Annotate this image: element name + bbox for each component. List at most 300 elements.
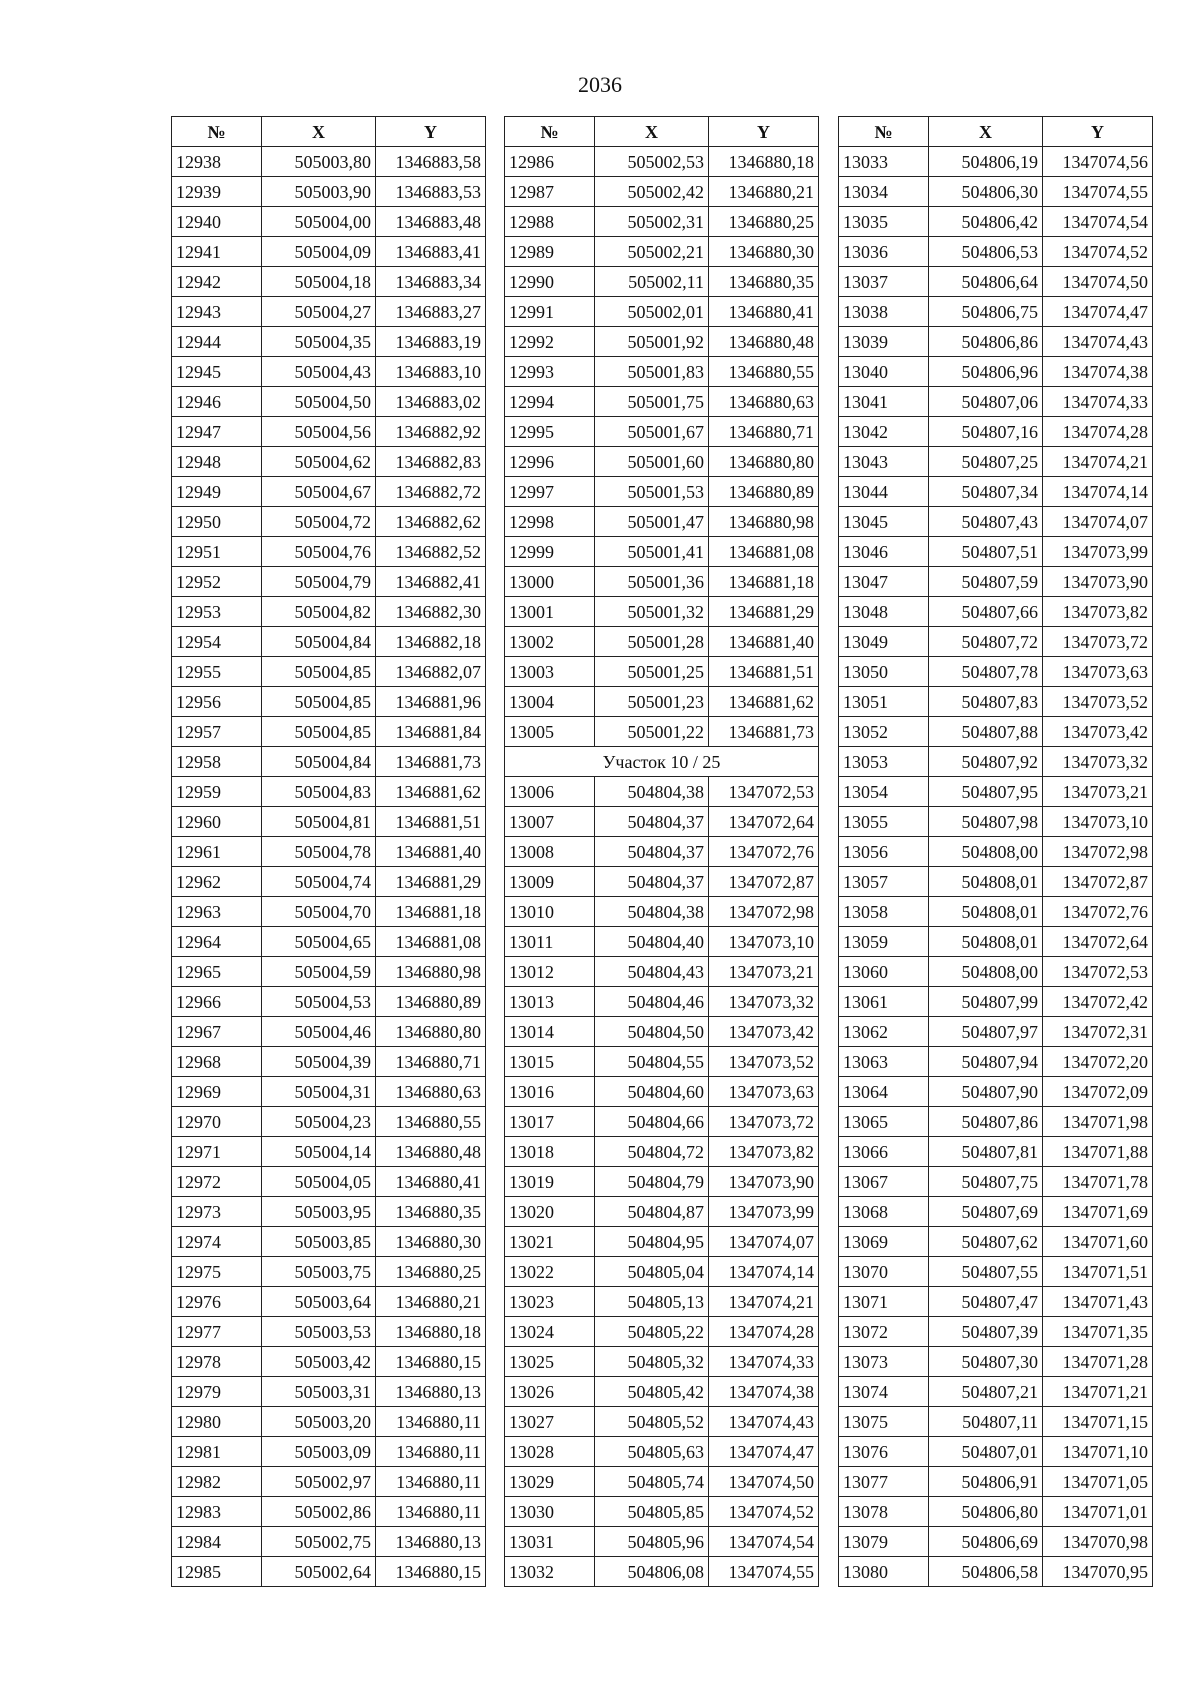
point-number-cell: 13069 xyxy=(839,1227,929,1257)
point-number-cell: 12965 xyxy=(172,957,262,987)
x-coordinate-cell: 504804,60 xyxy=(595,1077,709,1107)
table-row xyxy=(505,1557,819,1587)
coordinates-table-3 xyxy=(838,116,1153,1587)
y-coordinate-cell: 1346881,08 xyxy=(709,537,819,567)
table-row xyxy=(839,927,1153,957)
point-number-cell: 12989 xyxy=(505,237,595,267)
y-coordinate-cell: 1346883,48 xyxy=(376,207,486,237)
point-number-cell: 13028 xyxy=(505,1437,595,1467)
x-coordinate-cell: 504806,86 xyxy=(929,327,1043,357)
point-number-cell: 13040 xyxy=(839,357,929,387)
y-coordinate-cell: 1347073,10 xyxy=(709,927,819,957)
point-number-cell: 12999 xyxy=(505,537,595,567)
point-number-cell: 12974 xyxy=(172,1227,262,1257)
point-number-cell: 13075 xyxy=(839,1407,929,1437)
x-coordinate-cell: 504806,64 xyxy=(929,267,1043,297)
table-row xyxy=(505,1437,819,1467)
point-number-cell: 13072 xyxy=(839,1317,929,1347)
x-coordinate-cell: 505002,31 xyxy=(595,207,709,237)
x-coordinate-cell: 505003,80 xyxy=(262,147,376,177)
y-coordinate-cell: 1347070,95 xyxy=(1043,1557,1153,1587)
table-row xyxy=(172,1287,486,1317)
table-row xyxy=(839,1467,1153,1497)
x-coordinate-cell: 505004,76 xyxy=(262,537,376,567)
table-row xyxy=(172,1107,486,1137)
x-coordinate-cell: 505003,20 xyxy=(262,1407,376,1437)
x-coordinate-cell: 504805,42 xyxy=(595,1377,709,1407)
y-coordinate-cell: 1347073,99 xyxy=(709,1197,819,1227)
table-row xyxy=(839,447,1153,477)
y-coordinate-cell: 1346880,30 xyxy=(376,1227,486,1257)
table-row xyxy=(172,897,486,927)
table-row xyxy=(172,447,486,477)
x-coordinate-cell: 504806,42 xyxy=(929,207,1043,237)
y-coordinate-cell: 1346880,35 xyxy=(376,1197,486,1227)
x-coordinate-cell: 505001,47 xyxy=(595,507,709,537)
point-number-cell: 12960 xyxy=(172,807,262,837)
y-coordinate-cell: 1347074,50 xyxy=(709,1467,819,1497)
table-row xyxy=(505,507,819,537)
point-number-cell: 13070 xyxy=(839,1257,929,1287)
y-coordinate-cell: 1347072,98 xyxy=(1043,837,1153,867)
y-coordinate-cell: 1346880,11 xyxy=(376,1497,486,1527)
y-coordinate-cell: 1347074,56 xyxy=(1043,147,1153,177)
x-coordinate-cell: 504807,72 xyxy=(929,627,1043,657)
y-coordinate-cell: 1346882,62 xyxy=(376,507,486,537)
column-header-number: № xyxy=(505,117,595,147)
x-coordinate-cell: 504804,46 xyxy=(595,987,709,1017)
table-row xyxy=(839,1347,1153,1377)
column-header-y: Y xyxy=(376,117,486,147)
x-coordinate-cell: 504807,51 xyxy=(929,537,1043,567)
x-coordinate-cell: 504807,83 xyxy=(929,687,1043,717)
y-coordinate-cell: 1347071,43 xyxy=(1043,1287,1153,1317)
table-row xyxy=(172,177,486,207)
y-coordinate-cell: 1347073,72 xyxy=(1043,627,1153,657)
point-number-cell: 12977 xyxy=(172,1317,262,1347)
point-number-cell: 12985 xyxy=(172,1557,262,1587)
point-number-cell: 12944 xyxy=(172,327,262,357)
point-number-cell: 13057 xyxy=(839,867,929,897)
table-row xyxy=(839,1407,1153,1437)
table-row xyxy=(839,207,1153,237)
x-coordinate-cell: 505004,09 xyxy=(262,237,376,267)
table-row xyxy=(505,597,819,627)
y-coordinate-cell: 1347074,52 xyxy=(709,1497,819,1527)
point-number-cell: 13079 xyxy=(839,1527,929,1557)
point-number-cell: 12983 xyxy=(172,1497,262,1527)
point-number-cell: 13004 xyxy=(505,687,595,717)
point-number-cell: 13038 xyxy=(839,297,929,327)
y-coordinate-cell: 1346880,11 xyxy=(376,1407,486,1437)
table-row xyxy=(839,687,1153,717)
point-number-cell: 13049 xyxy=(839,627,929,657)
x-coordinate-cell: 504807,16 xyxy=(929,417,1043,447)
table-row xyxy=(172,207,486,237)
table-row xyxy=(505,807,819,837)
y-coordinate-cell: 1347074,07 xyxy=(709,1227,819,1257)
x-coordinate-cell: 505002,75 xyxy=(262,1527,376,1557)
x-coordinate-cell: 505001,67 xyxy=(595,417,709,447)
x-coordinate-cell: 504807,66 xyxy=(929,597,1043,627)
x-coordinate-cell: 504806,53 xyxy=(929,237,1043,267)
table-row xyxy=(172,1227,486,1257)
x-coordinate-cell: 504804,87 xyxy=(595,1197,709,1227)
point-number-cell: 13007 xyxy=(505,807,595,837)
x-coordinate-cell: 504807,43 xyxy=(929,507,1043,537)
x-coordinate-cell: 504806,75 xyxy=(929,297,1043,327)
point-number-cell: 13032 xyxy=(505,1557,595,1587)
point-number-cell: 13010 xyxy=(505,897,595,927)
point-number-cell: 13019 xyxy=(505,1167,595,1197)
point-number-cell: 12982 xyxy=(172,1467,262,1497)
point-number-cell: 13035 xyxy=(839,207,929,237)
y-coordinate-cell: 1347074,33 xyxy=(1043,387,1153,417)
x-coordinate-cell: 504805,13 xyxy=(595,1287,709,1317)
y-coordinate-cell: 1346880,21 xyxy=(376,1287,486,1317)
x-coordinate-cell: 505004,84 xyxy=(262,627,376,657)
y-coordinate-cell: 1347071,01 xyxy=(1043,1497,1153,1527)
y-coordinate-cell: 1346881,29 xyxy=(709,597,819,627)
table-row xyxy=(839,537,1153,567)
table-row xyxy=(505,1167,819,1197)
table-row xyxy=(839,417,1153,447)
y-coordinate-cell: 1346883,53 xyxy=(376,177,486,207)
x-coordinate-cell: 505002,21 xyxy=(595,237,709,267)
x-coordinate-cell: 504807,34 xyxy=(929,477,1043,507)
x-coordinate-cell: 505003,75 xyxy=(262,1257,376,1287)
table-row xyxy=(172,1407,486,1437)
x-coordinate-cell: 505004,79 xyxy=(262,567,376,597)
table-row xyxy=(839,327,1153,357)
y-coordinate-cell: 1346881,96 xyxy=(376,687,486,717)
table-row xyxy=(505,177,819,207)
table-row xyxy=(839,147,1153,177)
column-header-x: X xyxy=(262,117,376,147)
y-coordinate-cell: 1347073,10 xyxy=(1043,807,1153,837)
y-coordinate-cell: 1346882,18 xyxy=(376,627,486,657)
point-number-cell: 12997 xyxy=(505,477,595,507)
point-number-cell: 12954 xyxy=(172,627,262,657)
table-row xyxy=(839,837,1153,867)
table-row xyxy=(172,717,486,747)
x-coordinate-cell: 504807,88 xyxy=(929,717,1043,747)
y-coordinate-cell: 1346883,02 xyxy=(376,387,486,417)
point-number-cell: 12961 xyxy=(172,837,262,867)
point-number-cell: 12994 xyxy=(505,387,595,417)
y-coordinate-cell: 1346881,40 xyxy=(709,627,819,657)
point-number-cell: 12990 xyxy=(505,267,595,297)
point-number-cell: 12975 xyxy=(172,1257,262,1287)
x-coordinate-cell: 504807,25 xyxy=(929,447,1043,477)
y-coordinate-cell: 1347073,52 xyxy=(1043,687,1153,717)
x-coordinate-cell: 505002,42 xyxy=(595,177,709,207)
table-row xyxy=(839,387,1153,417)
x-coordinate-cell: 504804,37 xyxy=(595,807,709,837)
y-coordinate-cell: 1346880,21 xyxy=(709,177,819,207)
y-coordinate-cell: 1346883,27 xyxy=(376,297,486,327)
x-coordinate-cell: 505004,70 xyxy=(262,897,376,927)
y-coordinate-cell: 1346880,71 xyxy=(376,1047,486,1077)
table-row xyxy=(839,657,1153,687)
y-coordinate-cell: 1347072,98 xyxy=(709,897,819,927)
table-row xyxy=(172,867,486,897)
table-row xyxy=(839,627,1153,657)
column-header-y: Y xyxy=(1043,117,1153,147)
point-number-cell: 13065 xyxy=(839,1107,929,1137)
table-row xyxy=(839,1557,1153,1587)
y-coordinate-cell: 1347071,28 xyxy=(1043,1347,1153,1377)
point-number-cell: 12981 xyxy=(172,1437,262,1467)
table-row xyxy=(172,507,486,537)
y-coordinate-cell: 1347071,21 xyxy=(1043,1377,1153,1407)
table-row xyxy=(839,567,1153,597)
table-row xyxy=(839,507,1153,537)
table-row xyxy=(505,147,819,177)
table-row xyxy=(172,1467,486,1497)
y-coordinate-cell: 1347072,87 xyxy=(1043,867,1153,897)
point-number-cell: 12942 xyxy=(172,267,262,297)
table-row xyxy=(172,387,486,417)
x-coordinate-cell: 504805,74 xyxy=(595,1467,709,1497)
x-coordinate-cell: 504807,90 xyxy=(929,1077,1043,1107)
column-header-x: X xyxy=(595,117,709,147)
point-number-cell: 13005 xyxy=(505,717,595,747)
column-header-number: № xyxy=(839,117,929,147)
x-coordinate-cell: 505004,46 xyxy=(262,1017,376,1047)
point-number-cell: 12988 xyxy=(505,207,595,237)
y-coordinate-cell: 1347074,28 xyxy=(1043,417,1153,447)
x-coordinate-cell: 504807,01 xyxy=(929,1437,1043,1467)
table-row xyxy=(505,1197,819,1227)
table-row xyxy=(172,1377,486,1407)
x-coordinate-cell: 505004,84 xyxy=(262,747,376,777)
y-coordinate-cell: 1346880,30 xyxy=(709,237,819,267)
y-coordinate-cell: 1346882,30 xyxy=(376,597,486,627)
x-coordinate-cell: 504807,94 xyxy=(929,1047,1043,1077)
x-coordinate-cell: 505004,85 xyxy=(262,717,376,747)
x-coordinate-cell: 504806,69 xyxy=(929,1527,1043,1557)
x-coordinate-cell: 504806,08 xyxy=(595,1557,709,1587)
table-row xyxy=(839,1317,1153,1347)
point-number-cell: 12987 xyxy=(505,177,595,207)
x-coordinate-cell: 505004,65 xyxy=(262,927,376,957)
y-coordinate-cell: 1346880,11 xyxy=(376,1467,486,1497)
y-coordinate-cell: 1346883,19 xyxy=(376,327,486,357)
point-number-cell: 12998 xyxy=(505,507,595,537)
table-row xyxy=(839,1527,1153,1557)
y-coordinate-cell: 1346880,41 xyxy=(709,297,819,327)
y-coordinate-cell: 1346880,80 xyxy=(376,1017,486,1047)
point-number-cell: 13056 xyxy=(839,837,929,867)
y-coordinate-cell: 1347072,42 xyxy=(1043,987,1153,1017)
x-coordinate-cell: 505004,62 xyxy=(262,447,376,477)
table-row xyxy=(172,567,486,597)
x-coordinate-cell: 505004,05 xyxy=(262,1167,376,1197)
y-coordinate-cell: 1347074,43 xyxy=(1043,327,1153,357)
table-row xyxy=(172,987,486,1017)
x-coordinate-cell: 505003,95 xyxy=(262,1197,376,1227)
x-coordinate-cell: 504807,55 xyxy=(929,1257,1043,1287)
y-coordinate-cell: 1346880,89 xyxy=(376,987,486,1017)
x-coordinate-cell: 505001,83 xyxy=(595,357,709,387)
table-row xyxy=(505,1527,819,1557)
y-coordinate-cell: 1347071,98 xyxy=(1043,1107,1153,1137)
x-coordinate-cell: 504808,01 xyxy=(929,897,1043,927)
point-number-cell: 12951 xyxy=(172,537,262,567)
table-row xyxy=(172,627,486,657)
point-number-cell: 13023 xyxy=(505,1287,595,1317)
table-row xyxy=(172,267,486,297)
x-coordinate-cell: 505001,36 xyxy=(595,567,709,597)
y-coordinate-cell: 1346881,29 xyxy=(376,867,486,897)
y-coordinate-cell: 1346880,35 xyxy=(709,267,819,297)
x-coordinate-cell: 504807,81 xyxy=(929,1137,1043,1167)
table-row xyxy=(505,447,819,477)
x-coordinate-cell: 504807,39 xyxy=(929,1317,1043,1347)
y-coordinate-cell: 1346880,63 xyxy=(376,1077,486,1107)
table-row xyxy=(172,1167,486,1197)
x-coordinate-cell: 504807,21 xyxy=(929,1377,1043,1407)
point-number-cell: 13020 xyxy=(505,1197,595,1227)
table-row xyxy=(839,267,1153,297)
table-row xyxy=(172,1197,486,1227)
point-number-cell: 13059 xyxy=(839,927,929,957)
table-row xyxy=(505,957,819,987)
point-number-cell: 12992 xyxy=(505,327,595,357)
x-coordinate-cell: 504808,01 xyxy=(929,927,1043,957)
table-row xyxy=(172,597,486,627)
section-row xyxy=(505,747,819,777)
y-coordinate-cell: 1347072,64 xyxy=(709,807,819,837)
x-coordinate-cell: 505004,23 xyxy=(262,1107,376,1137)
x-coordinate-cell: 504805,52 xyxy=(595,1407,709,1437)
table-row xyxy=(505,1317,819,1347)
y-coordinate-cell: 1347074,28 xyxy=(709,1317,819,1347)
header-row xyxy=(172,117,486,147)
column-header-number: № xyxy=(172,117,262,147)
point-number-cell: 13052 xyxy=(839,717,929,747)
point-number-cell: 13022 xyxy=(505,1257,595,1287)
x-coordinate-cell: 504806,30 xyxy=(929,177,1043,207)
y-coordinate-cell: 1347071,88 xyxy=(1043,1137,1153,1167)
point-number-cell: 12976 xyxy=(172,1287,262,1317)
y-coordinate-cell: 1346881,51 xyxy=(709,657,819,687)
y-coordinate-cell: 1346880,63 xyxy=(709,387,819,417)
table-row xyxy=(839,357,1153,387)
x-coordinate-cell: 505004,00 xyxy=(262,207,376,237)
point-number-cell: 12947 xyxy=(172,417,262,447)
x-coordinate-cell: 504805,85 xyxy=(595,1497,709,1527)
table-row xyxy=(172,1047,486,1077)
point-number-cell: 12963 xyxy=(172,897,262,927)
x-coordinate-cell: 504804,38 xyxy=(595,777,709,807)
point-number-cell: 12946 xyxy=(172,387,262,417)
y-coordinate-cell: 1346882,07 xyxy=(376,657,486,687)
point-number-cell: 13026 xyxy=(505,1377,595,1407)
table-row xyxy=(505,1137,819,1167)
y-coordinate-cell: 1346882,83 xyxy=(376,447,486,477)
x-coordinate-cell: 504804,40 xyxy=(595,927,709,957)
point-number-cell: 12943 xyxy=(172,297,262,327)
point-number-cell: 13031 xyxy=(505,1527,595,1557)
table-row xyxy=(505,657,819,687)
table-row xyxy=(505,837,819,867)
table-row xyxy=(839,807,1153,837)
point-number-cell: 13067 xyxy=(839,1167,929,1197)
column-header-y: Y xyxy=(709,117,819,147)
point-number-cell: 12958 xyxy=(172,747,262,777)
point-number-cell: 12991 xyxy=(505,297,595,327)
table-row xyxy=(505,687,819,717)
y-coordinate-cell: 1346880,89 xyxy=(709,477,819,507)
point-number-cell: 12970 xyxy=(172,1107,262,1137)
point-number-cell: 13076 xyxy=(839,1437,929,1467)
y-coordinate-cell: 1347071,10 xyxy=(1043,1437,1153,1467)
x-coordinate-cell: 504807,97 xyxy=(929,1017,1043,1047)
point-number-cell: 13060 xyxy=(839,957,929,987)
point-number-cell: 12979 xyxy=(172,1377,262,1407)
y-coordinate-cell: 1347074,14 xyxy=(709,1257,819,1287)
x-coordinate-cell: 504807,06 xyxy=(929,387,1043,417)
y-coordinate-cell: 1347071,60 xyxy=(1043,1227,1153,1257)
y-coordinate-cell: 1347071,05 xyxy=(1043,1467,1153,1497)
x-coordinate-cell: 505004,85 xyxy=(262,657,376,687)
table-row xyxy=(839,1497,1153,1527)
x-coordinate-cell: 504807,99 xyxy=(929,987,1043,1017)
table-row xyxy=(172,357,486,387)
y-coordinate-cell: 1347074,55 xyxy=(1043,177,1153,207)
y-coordinate-cell: 1346883,34 xyxy=(376,267,486,297)
y-coordinate-cell: 1346880,13 xyxy=(376,1527,486,1557)
table-row xyxy=(839,777,1153,807)
x-coordinate-cell: 504805,63 xyxy=(595,1437,709,1467)
x-coordinate-cell: 505004,78 xyxy=(262,837,376,867)
table-row xyxy=(839,1017,1153,1047)
table-row xyxy=(172,1497,486,1527)
y-coordinate-cell: 1346881,51 xyxy=(376,807,486,837)
point-number-cell: 13047 xyxy=(839,567,929,597)
point-number-cell: 13036 xyxy=(839,237,929,267)
y-coordinate-cell: 1346880,25 xyxy=(709,207,819,237)
table-row xyxy=(505,1107,819,1137)
y-coordinate-cell: 1347074,21 xyxy=(1043,447,1153,477)
point-number-cell: 13074 xyxy=(839,1377,929,1407)
table-row xyxy=(505,1077,819,1107)
table-row xyxy=(505,297,819,327)
point-number-cell: 13016 xyxy=(505,1077,595,1107)
y-coordinate-cell: 1347071,69 xyxy=(1043,1197,1153,1227)
point-number-cell: 12956 xyxy=(172,687,262,717)
y-coordinate-cell: 1347072,20 xyxy=(1043,1047,1153,1077)
point-number-cell: 12980 xyxy=(172,1407,262,1437)
y-coordinate-cell: 1347071,15 xyxy=(1043,1407,1153,1437)
x-coordinate-cell: 505004,72 xyxy=(262,507,376,537)
point-number-cell: 13061 xyxy=(839,987,929,1017)
x-coordinate-cell: 505004,67 xyxy=(262,477,376,507)
point-number-cell: 12996 xyxy=(505,447,595,477)
table-row xyxy=(172,777,486,807)
y-coordinate-cell: 1346881,62 xyxy=(376,777,486,807)
point-number-cell: 13024 xyxy=(505,1317,595,1347)
table-row xyxy=(505,627,819,657)
table-row xyxy=(839,717,1153,747)
y-coordinate-cell: 1346880,55 xyxy=(709,357,819,387)
x-coordinate-cell: 505003,42 xyxy=(262,1347,376,1377)
y-coordinate-cell: 1346881,18 xyxy=(709,567,819,597)
y-coordinate-cell: 1347074,38 xyxy=(1043,357,1153,387)
point-number-cell: 12971 xyxy=(172,1137,262,1167)
